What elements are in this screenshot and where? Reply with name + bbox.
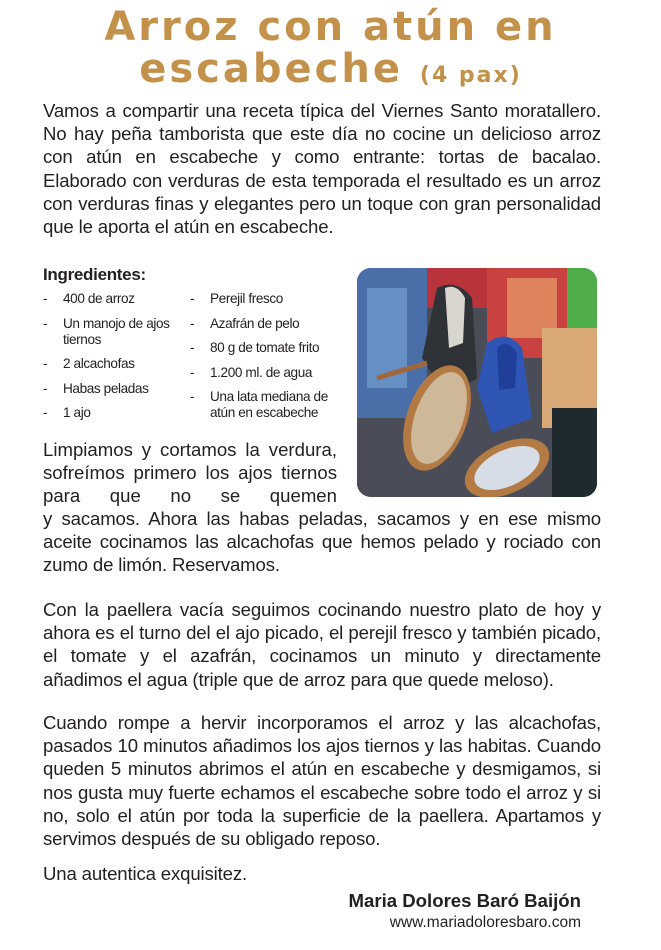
closing-line: Una autentica exquisitez. [43, 863, 248, 884]
ingredient-item: - 1.200 ml. de agua [190, 365, 350, 381]
ingredient-item: - Azafrán de pelo [190, 316, 350, 332]
ingredients-list-col2 [190, 291, 350, 430]
ingredient-item: - 80 g de tomate frito [190, 340, 350, 356]
drummers-photo [357, 268, 597, 497]
ingredients-list-col1 [43, 291, 193, 430]
step-paragraph-1-continued: y sacamos. Ahora las habas peladas, sacamos y en ese mismo aceite cocinamos las alcachofas que hemos pelado y rociado con zumo de limón. Reservamos. [43, 508, 601, 576]
servings-label: (4 pax) [419, 63, 522, 88]
step-paragraph-3: Cuando rompe a hervir incorporamos el arroz y las alcachofas, pasados 10 minutos añadimos los ajos tiernos y las habitas. Cuando queden 5 minutos abrimos el atún en escabeche y desmigamos, si nos gusta muy fuerte echamos el escabeche sobre todo el arroz y si no, solo el atún por toda la superficie de la paellera. Apartamos y servimos después de su obligado reposo. [43, 712, 601, 850]
ingredient-item: - Habas peladas [43, 381, 193, 397]
step-paragraph-1-wrapped: Limpiamos y cortamos la verdura, sofreímos primero los ajos tiernos para que no se quemen [43, 439, 337, 507]
recipe-title-line1: Arroz con atún en [104, 4, 557, 50]
recipe-title-line2 [0, 46, 661, 99]
author-website: www.mariadoloresbaro.com [389, 914, 581, 931]
ingredient-item: - 2 alcachofas [43, 356, 193, 372]
step-paragraph-2: Con la paellera vacía seguimos cocinando nuestro plato de hoy y ahora es el turno del el ajo picado, el perejil fresco y también picado, el tomate y el azafrán, cocinamos un minuto y directamente añadimos el agua (triple que de arroz para que quede meloso). [43, 599, 601, 690]
recipe-title-dish: escabeche [139, 46, 403, 92]
drummers-photo-illustration [357, 268, 597, 497]
author-name: Maria Dolores Baró Baijón [348, 890, 581, 911]
ingredient-item: - 400 de arroz [43, 291, 193, 307]
ingredient-item: - Una lata mediana de atún en escabeche [190, 389, 350, 421]
ingredient-item: - Un manojo de ajos tiernos [43, 316, 193, 348]
intro-paragraph: Vamos a compartir una receta típica del Viernes Santo moratallero. No hay peña tamborista que este día no cocine un delicioso arroz con atún en escabeche y como entrante: tortas de bacalao. Elaborado con verduras de esta temporada el resultado es un arroz con verduras finas y elegantes pero un toque con gran personalidad que le aporta el atún en escabeche. [43, 100, 601, 238]
ingredient-item: - Perejil fresco [190, 291, 350, 307]
ingredients-heading: Ingredientes: [43, 265, 146, 284]
ingredient-item: - 1 ajo [43, 405, 193, 421]
